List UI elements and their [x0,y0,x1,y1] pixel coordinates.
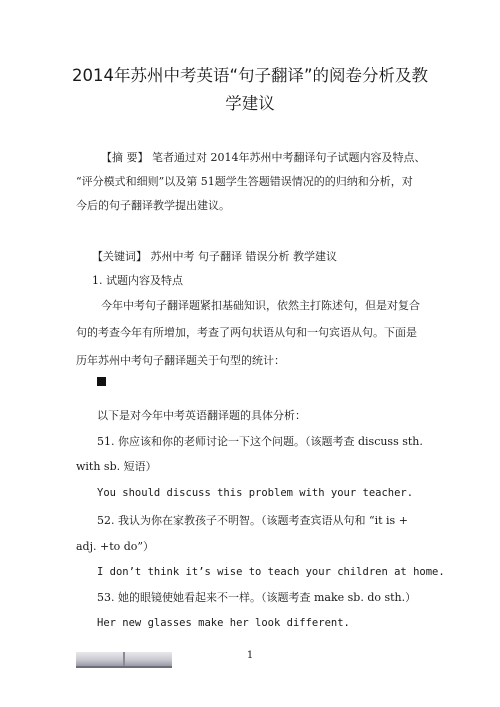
book-spine [123,652,125,666]
answer-51: You should discuss this problem with your teacher. [97,487,414,499]
paragraph-line-1: 今年中考句子翻译题紧扣基础知识，依然主打陈述句，但是对复合 [101,299,420,312]
open-book-icon [76,652,172,668]
abstract-line-2: “评分模式和细则”以及第 51题学生答题错误情况的的归纳和分析，对 [76,175,413,188]
section-heading: 1. 试题内容及特点 [92,274,183,287]
question-53: 53. 她的眼镜使她看起来不一样。（该题考查 make sb. do sth.） [97,591,417,604]
abstract-line-3: 今后的句子翻译教学提出建议。 [76,199,230,212]
answer-52: I don’t think it’s wise to teach your children at home. [97,566,445,578]
keywords-line: 【关键词】 苏州中考 句子翻译 错误分析 教学建议 [92,250,337,263]
square-bullet-icon [97,377,106,386]
document-title-line-2: 学建议 [225,94,275,113]
question-51-line-2: with sb. 短语） [76,460,157,473]
abstract-line-1: 【摘 要】 笔者通过对 2014年苏州中考翻译句子试题内容及特点、 [101,151,426,164]
question-52-line-2: adj. +to do”） [76,540,155,553]
page-number: 1 [246,650,254,661]
question-52-line-1: 52. 我认为你在家教孩子不明智。（该题考查宾语从句和 “it is + [97,514,408,527]
document-title-line-1: 2014年苏州中考英语“句子翻译”的阅卷分析及教 [71,66,429,85]
paragraph-line-2: 句的考查今年有所增加，考查了两句状语从句和一句宾语从句。下面是 [76,326,417,339]
paragraph-line-3: 历年苏州中考句子翻译题关于句型的统计： [76,354,285,367]
answer-53: Her new glasses make her look different. [97,617,350,629]
question-51-line-1: 51. 你应该和你的老师讨论一下这个问题。（该题考查 discuss sth. [97,435,423,448]
analysis-intro: 以下是对今年中考英语翻译题的具体分析： [97,409,306,422]
